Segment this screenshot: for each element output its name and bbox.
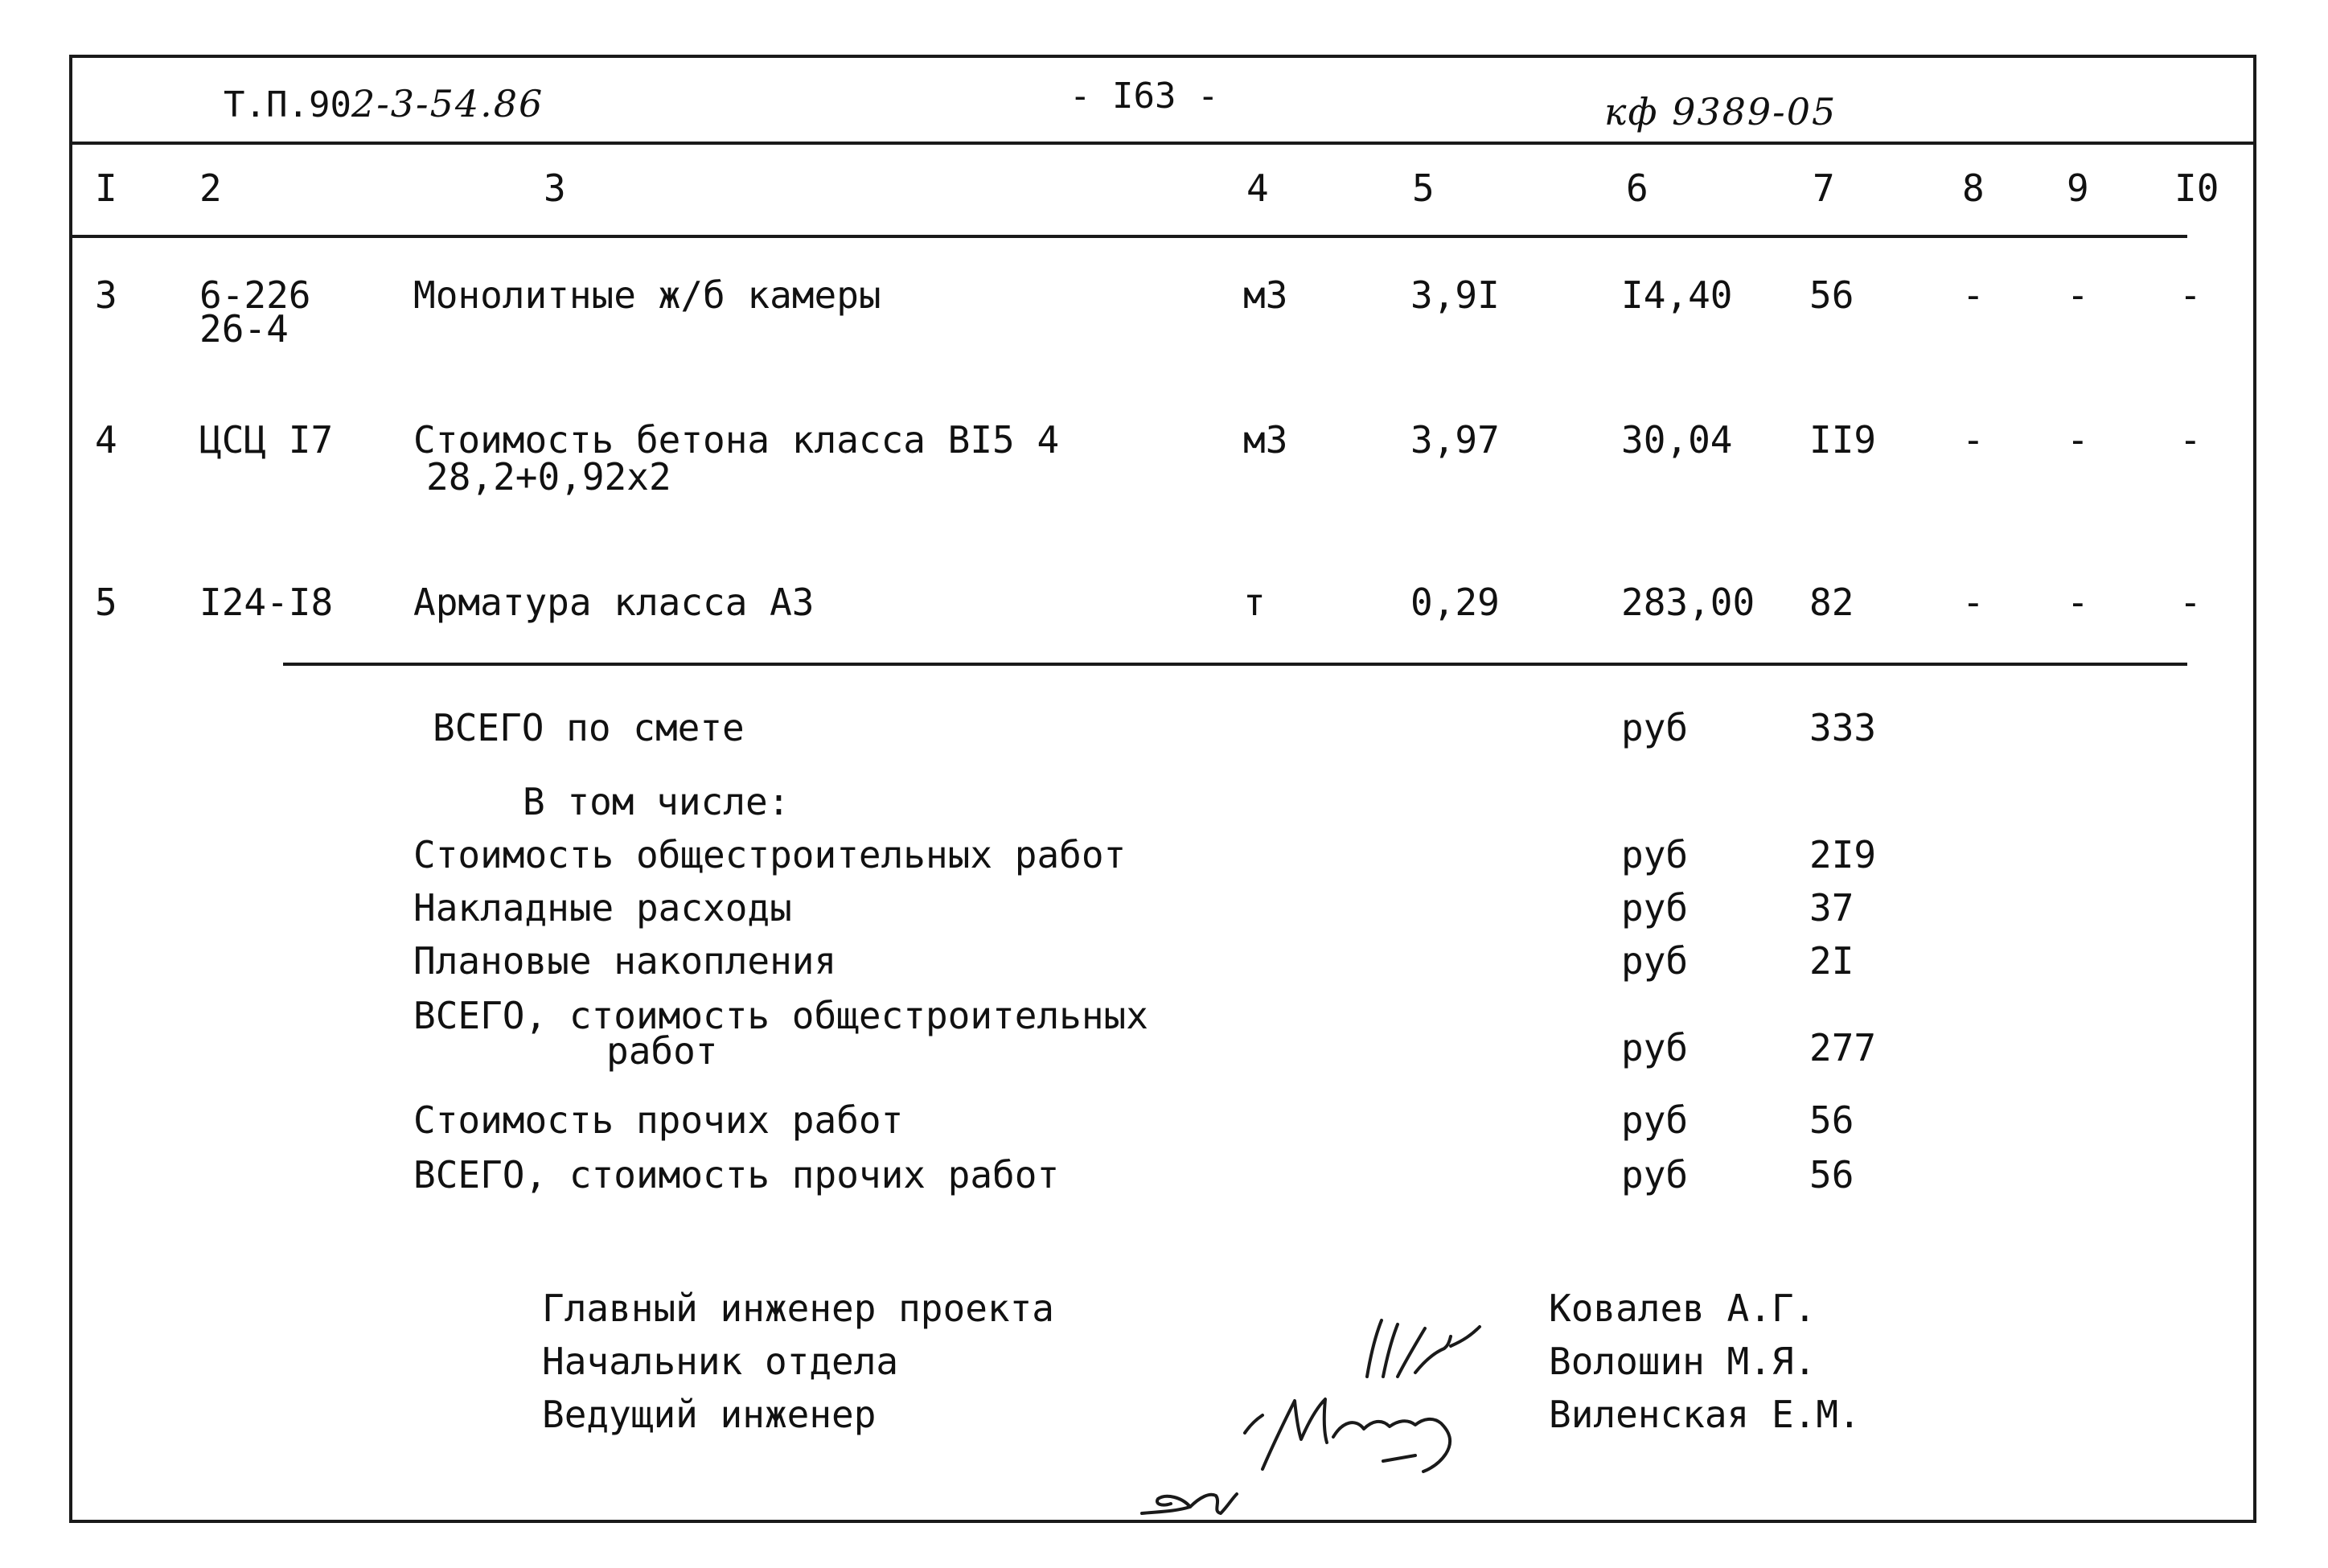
row-num: 5: [95, 581, 117, 624]
summary-item-label: Накладные расходы: [413, 886, 792, 930]
summary-total-value: 333: [1809, 706, 1877, 749]
handwritten-signatures: [1126, 1296, 1576, 1537]
row-col10: -: [2179, 418, 2202, 462]
col-header-6: 6: [1626, 166, 1648, 210]
row-name-2: 28,2+0,92x2: [426, 455, 671, 499]
column-header-divider: [72, 235, 2187, 238]
row-num: 3: [95, 273, 117, 317]
row-price: 283,00: [1621, 581, 1755, 624]
signature-name: Ковалев А.Г.: [1549, 1287, 1817, 1330]
row-col9: -: [2067, 273, 2089, 317]
summary-item-label: ВСЕГО, стоимость общестроительных: [413, 994, 1148, 1037]
signature-name: Виленская Е.М.: [1549, 1393, 1861, 1436]
row-code: I24-I8: [199, 581, 334, 624]
row-total: 56: [1809, 273, 1854, 317]
row-code: 6-226: [199, 273, 311, 317]
summary-total-label: ВСЕГО по смете: [433, 706, 745, 749]
header-divider: [72, 142, 2253, 145]
summary-item-value: 2I: [1809, 939, 1854, 983]
row-col8: -: [1962, 581, 1985, 624]
page-number: - I63 -: [1070, 76, 1219, 117]
summary-item-unit: руб: [1621, 1153, 1689, 1197]
signature-name: Волошин М.Я.: [1549, 1340, 1817, 1383]
summary-total-unit: руб: [1621, 706, 1689, 749]
col-header-8: 8: [1962, 166, 1985, 210]
row-price: 30,04: [1621, 418, 1733, 462]
row-col9: -: [2067, 418, 2089, 462]
row-col10: -: [2179, 581, 2202, 624]
summary-item-value: 277: [1809, 1026, 1877, 1069]
signature-lead-engineer: [1142, 1494, 1237, 1513]
row-num: 4: [95, 418, 117, 462]
col-header-9: 9: [2067, 166, 2089, 210]
summary-item-unit: руб: [1621, 833, 1689, 876]
row-unit: м3: [1243, 418, 1288, 462]
row-unit: м3: [1243, 273, 1288, 317]
signature-role: Начальник отдела: [542, 1340, 899, 1383]
signature-role: Ведущий инженер: [542, 1393, 877, 1436]
signature-chief-engineer: [1367, 1320, 1480, 1377]
col-header-10: I0: [2174, 166, 2219, 210]
row-total: II9: [1809, 418, 1877, 462]
row-name: Арматура класса A3: [413, 581, 815, 624]
row-name: Монолитные ж/б камеры: [413, 273, 881, 317]
table-end-divider: [283, 663, 2187, 666]
row-col8: -: [1962, 273, 1985, 317]
row-qty: 3,9I: [1410, 273, 1500, 317]
document-sheet: [69, 55, 2256, 1523]
col-header-7: 7: [1813, 166, 1835, 210]
signature-role: Главный инженер проекта: [542, 1287, 1054, 1330]
summary-item-unit: руб: [1621, 1098, 1689, 1142]
row-code-2: 26-4: [199, 307, 289, 351]
row-col8: -: [1962, 418, 1985, 462]
summary-item-unit: руб: [1621, 939, 1689, 983]
col-header-3: 3: [544, 166, 566, 210]
doc-code-handwritten: 2-3-54.86: [351, 82, 544, 125]
summary-including-label: В том числе:: [523, 780, 790, 823]
summary-item-label: Плановые накопления: [413, 939, 837, 983]
col-header-4: 4: [1246, 166, 1269, 210]
row-total: 82: [1809, 581, 1854, 624]
summary-item-label-2: работ: [606, 1029, 718, 1073]
col-header-1: I: [95, 166, 117, 210]
handwritten-code: кф 9389-05: [1604, 90, 1837, 133]
row-qty: 0,29: [1410, 581, 1500, 624]
row-col10: -: [2179, 273, 2202, 317]
summary-item-unit: руб: [1621, 1026, 1689, 1069]
summary-item-value: 56: [1809, 1098, 1854, 1142]
summary-item-value: 56: [1809, 1153, 1854, 1197]
signature-department-head: [1245, 1399, 1450, 1472]
row-name: Стоимость бетона класса BI5 4: [413, 418, 1060, 462]
row-col9: -: [2067, 581, 2089, 624]
summary-item-label: Стоимость общестроительных работ: [413, 833, 1127, 876]
summary-item-unit: руб: [1621, 886, 1689, 930]
row-price: I4,40: [1621, 273, 1733, 317]
col-header-5: 5: [1412, 166, 1435, 210]
doc-code-printed: Т.П.90: [224, 84, 351, 125]
col-header-2: 2: [199, 166, 222, 210]
doc-code: [224, 82, 544, 125]
row-unit: т: [1243, 581, 1266, 624]
row-code: ЦСЦ I7: [199, 418, 334, 462]
summary-item-label: Стоимость прочих работ: [413, 1098, 904, 1142]
summary-item-value: 37: [1809, 886, 1854, 930]
summary-item-value: 2I9: [1809, 833, 1877, 876]
summary-item-label: ВСЕГО, стоимость прочих работ: [413, 1153, 1060, 1197]
row-qty: 3,97: [1410, 418, 1500, 462]
